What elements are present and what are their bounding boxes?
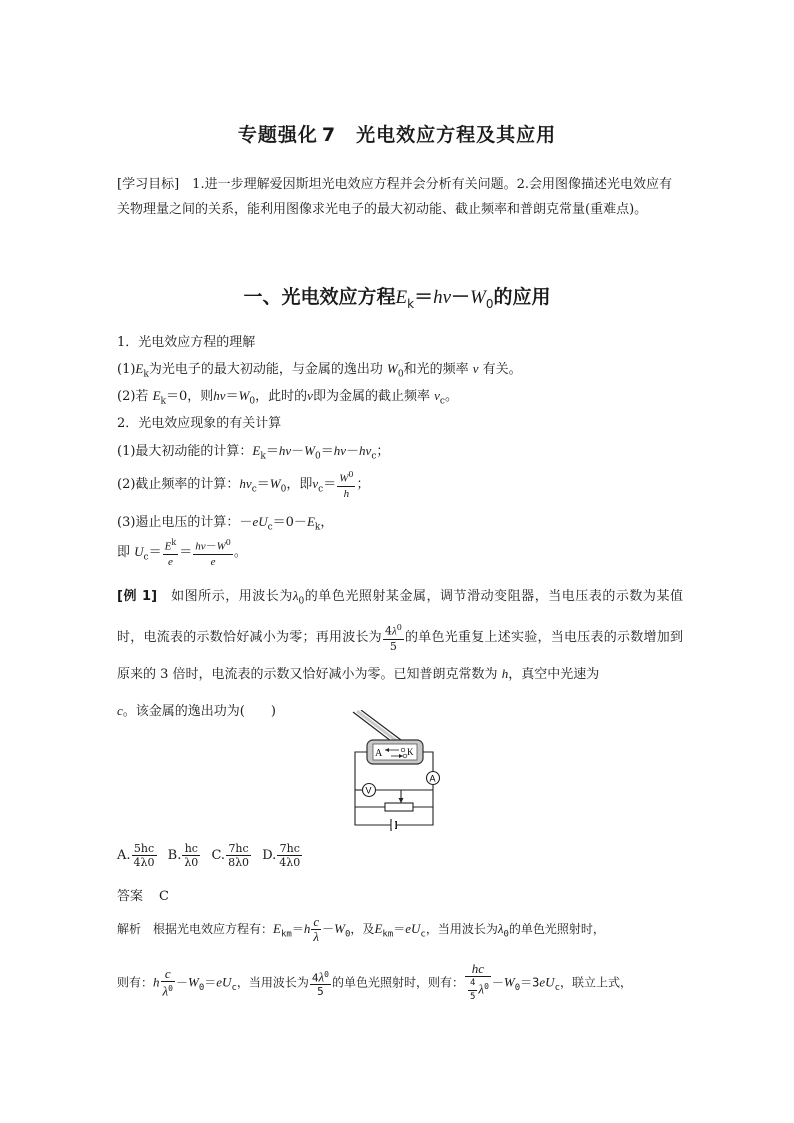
analysis-line-1: 解析 根据光电效应方程有：$E_{km}=h$ $\frac{c}{\lambda}$ $-W_0$，及$E_{km}=eU_c$，当用波长为$\lambda_0$的单色光照射时，	[117, 914, 605, 944]
slider-tip	[399, 798, 404, 803]
battery-gap	[392, 822, 396, 828]
cathode-label: K	[407, 747, 414, 757]
analysis-line-2: 则有：h $\frac{c}{\lambda^0}$ $-W_0=eU_c$，当用波长为 $\frac{4\lambda^0}{5}$ 的单色光照射时，则有： hc $\frac{4}{5}$ $\lambda^0$ $-W_0=3eU_c$，联立上式，	[117, 961, 633, 1002]
point-1: $(1)E_k$为光电子的最大初动能，与金属的逸出功 $W_0$和光的频率 ν 有关。	[117, 361, 522, 380]
example-tag: [例 1]	[117, 589, 158, 604]
point-heading-1: 1．光电效应方程的理解	[117, 335, 256, 350]
calc-4: 即 $U_c=$ $\frac{E^k}{e}$ ＝ $\frac{h\nu-W^0}{e}$ 。	[117, 538, 247, 568]
title-text: 光电效应方程及其应用	[356, 124, 557, 146]
anode-label: A	[375, 748, 383, 759]
section-heading: 一、光电效应方程$E_k=h\nu-W_0$的应用	[243, 286, 551, 311]
title-label: 专题强化	[237, 124, 318, 146]
analysis-label: 解析	[117, 922, 142, 936]
light-beam	[361, 710, 401, 740]
point-2: (2)若 $E_k=0$，则$h\nu=W_0$，此时的ν即为金属的截止频率 $\nu_c$。	[117, 388, 458, 407]
answer-label: 答案	[117, 889, 144, 904]
answer-value: C	[159, 889, 169, 904]
circuit-diagram	[345, 710, 445, 832]
light-beam	[353, 712, 395, 744]
example-1: [例 1] 如图所示，用波长为$\lambda_0$的单色光照射某金属，调节滑动变阻器，当电压表的示数为某值时，电流表的示数恰好减小为零；再用波长为 $\frac{4\lambda^0}{5}$ 的单色光重复上述实验，当电压表的示数增加到原来的 3 倍时，电流表的示数又恰好减小为零。已知普朗克常数为 h，真空中光速为 c。该金属的逸出功为( )	[117, 588, 683, 719]
objectives-tag: [学习目标]	[117, 177, 180, 192]
option-d[interactable]: D. $\frac{7hc}{4\lambda 0}$	[262, 842, 301, 869]
answer-options	[117, 842, 309, 869]
wire	[423, 752, 433, 772]
calc-1: (1)最大初动能的计算：$E_k=h\nu-W_0=h\nu-h\nu_c$；	[117, 443, 390, 462]
objectives-text: 1.进一步理解爱因斯坦光电效应方程并会分析有关问题。2.会用图像描述光电效应有关物理量之间的关系，能利用图像求光电子的最大初动能、截止频率和普朗克常量(重难点)。	[117, 177, 672, 217]
option-c[interactable]: C. $\frac{7hc}{8\lambda 0}$	[211, 842, 250, 869]
learning-objectives	[117, 172, 683, 222]
option-a[interactable]: A. $\frac{5hc}{4\lambda 0}$	[117, 842, 155, 869]
option-b[interactable]: B. $\frac{hc}{\lambda 0}$	[167, 842, 199, 869]
section-prefix: 一、光电效应方程	[243, 286, 396, 308]
page-title	[0, 120, 794, 147]
calc-3: (3)遏止电压的计算：$-eU_c=0-E_k$，	[117, 514, 334, 533]
calc-2: (2)截止频率的计算：$h\nu_c=W_0$，即$\nu_c=$ $\frac{W^0}{h}$ ；	[117, 470, 370, 500]
point-heading-2: 2．光电效应现象的有关计算	[117, 416, 282, 431]
light-beam-shade	[357, 711, 398, 742]
section-suffix: 的应用	[493, 286, 551, 308]
ammeter-label: A	[429, 773, 436, 784]
rheostat	[385, 803, 413, 811]
voltmeter-label: V	[365, 785, 372, 796]
answer-line	[117, 885, 185, 904]
title-number: 7	[321, 124, 337, 146]
